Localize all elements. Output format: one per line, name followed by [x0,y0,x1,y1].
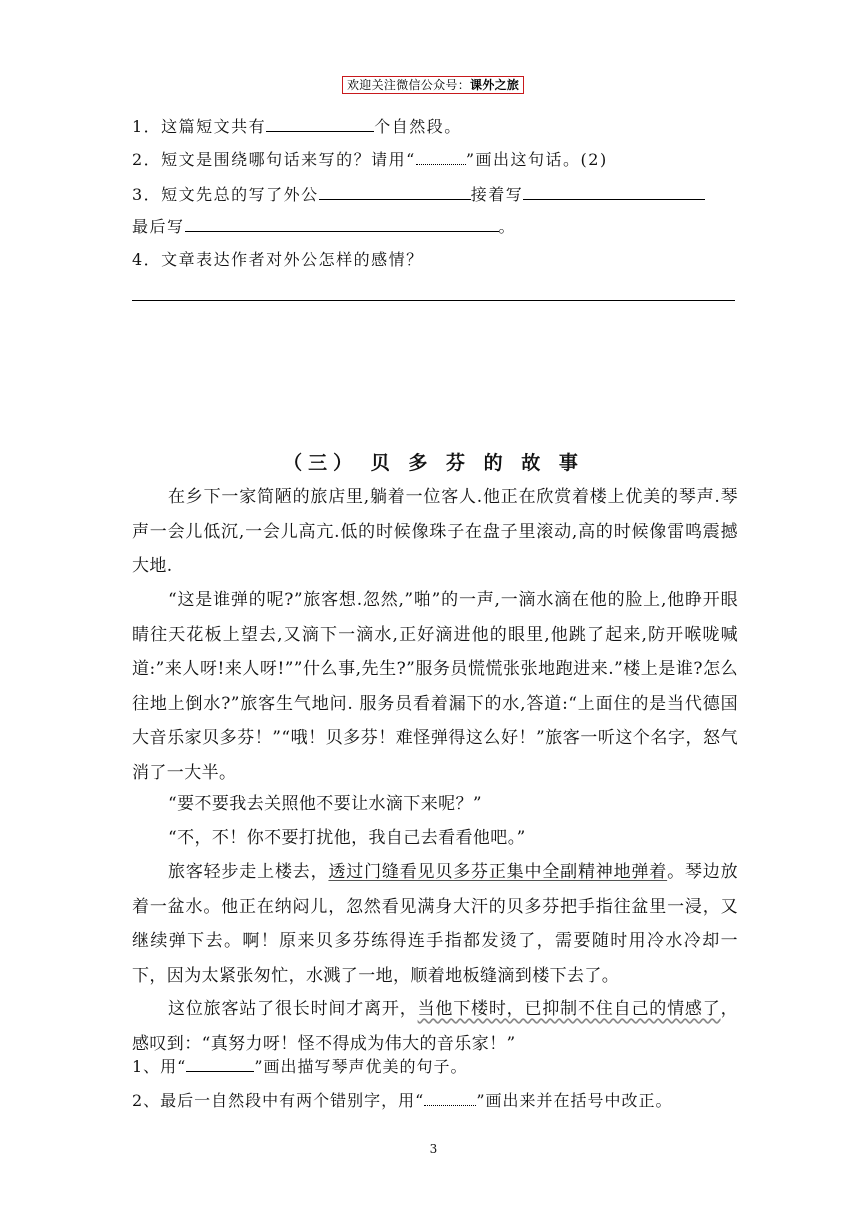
paragraph-6-start: 这位旅客站了很长时间才离开， [168,999,418,1019]
bottom-question-1-text: 1、用“ [132,1057,187,1076]
question-3-line-2 [132,216,516,238]
question-3-text: 3．短文先总的写了外公 [132,185,319,204]
answer-blank[interactable] [185,216,499,232]
wechat-notice-banner [342,76,524,94]
story-paragraph-6 [132,992,738,1061]
bottom-question-2 [132,1090,673,1112]
question-2 [132,149,608,171]
question-1-text: 1．这篇短文共有 [132,117,267,136]
answer-blank[interactable] [319,184,471,200]
dotted-mark-sample [416,152,466,165]
paragraph-5-start: 旅客轻步走上楼去， [168,862,329,882]
bottom-question-1 [132,1056,468,1078]
answer-line[interactable] [132,300,735,301]
underlined-sentence: 透过门缝看见贝多芬正集中全副精神地弹着 [328,862,668,882]
question-2-text: 2．短文是围绕哪句话来写的？请用“ [132,150,416,169]
question-3-mid: 接着写 [470,185,524,204]
story-paragraph-5 [132,855,738,993]
wechat-account-name: 课外之旅 [470,78,520,92]
question-3-line2-text: 最后写 [132,217,185,236]
answer-blank[interactable] [266,116,374,132]
bottom-question-2-suffix: ”画出来并在括号中改正。 [476,1091,673,1110]
bottom-question-2-text: 2、最后一自然段中有两个错别字，用“ [132,1091,425,1110]
story-paragraph-1: 在乡下一家简陋的旅店里,躺着一位客人.他正在欣赏着楼上优美的琴声.琴声一会儿低沉,一会儿高亢.低的时候像珠子在盘子里滚动,高的时候像雷鸣震撼大地. [132,487,738,576]
bottom-question-1-suffix: ”画出描写琴声优美的句子。 [254,1057,468,1076]
wavy-underlined-sentence: 当他下楼时，已抑制不住自己的情感了 [417,999,721,1019]
paragraph-5-rest: 。琴边放着一盆水。他正在纳闷儿，忽然看见满身大汗的贝多芬把手指往盆里一浸，又继续弹下去。啊！原来贝多芬练得连手指都发烫了，需要随时用冷水冷却一下，因为太紧张匆忙，水溅了一地，顺着地板缝滴到楼下去了。 [132,862,738,986]
story-paragraph-4: “不，不！你不要打扰他，我自己去看看他吧。” [168,828,526,848]
question-4-text: 4．文章表达作者对外公怎样的感情？ [132,250,424,269]
page-number: 3 [429,1142,438,1156]
question-1-suffix: 个自然段。 [374,117,462,136]
solid-mark-sample [186,1056,254,1072]
story-title: （三） 贝 多 芬 的 故 事 [283,452,584,474]
question-1 [132,116,462,138]
question-2-suffix: ”画出这句话。(2) [465,150,608,169]
question-4 [132,249,424,271]
story-paragraph-3: “要不要我去关照他不要让水滴下来呢？” [168,794,482,814]
answer-blank[interactable] [523,184,705,200]
story-paragraph-2: “这是谁弹的呢?”旅客想.忽然,”啪”的一声,一滴水滴在他的脸上,他睁开眼睛往天花板上望去,又滴下一滴水,正好滴进他的眼里,他跳了起来,防开喉咙喊道:”来人呀!来人呀!””什么事,先生?”服务员慌慌张张地跑进来.”楼上是谁?怎么往地上倒水?”旅客生气地问. 服务员看着漏下的水,答道:“上面住的是当代德国大音乐家贝多芬！”“哦！贝多芬！难怪弹得这么好！”旅客一听这个名字，怒气消了一大半。 [132,590,738,783]
dotted-mark-sample [424,1093,476,1106]
paragraph-6-rest: ，感叹到：“真努力呀！怪不得成为伟大的音乐家！” [132,999,738,1054]
question-3 [132,184,705,206]
wechat-notice-prefix: 欢迎关注微信公众号： [347,78,471,92]
question-3-line2-suffix: 。 [498,217,517,236]
